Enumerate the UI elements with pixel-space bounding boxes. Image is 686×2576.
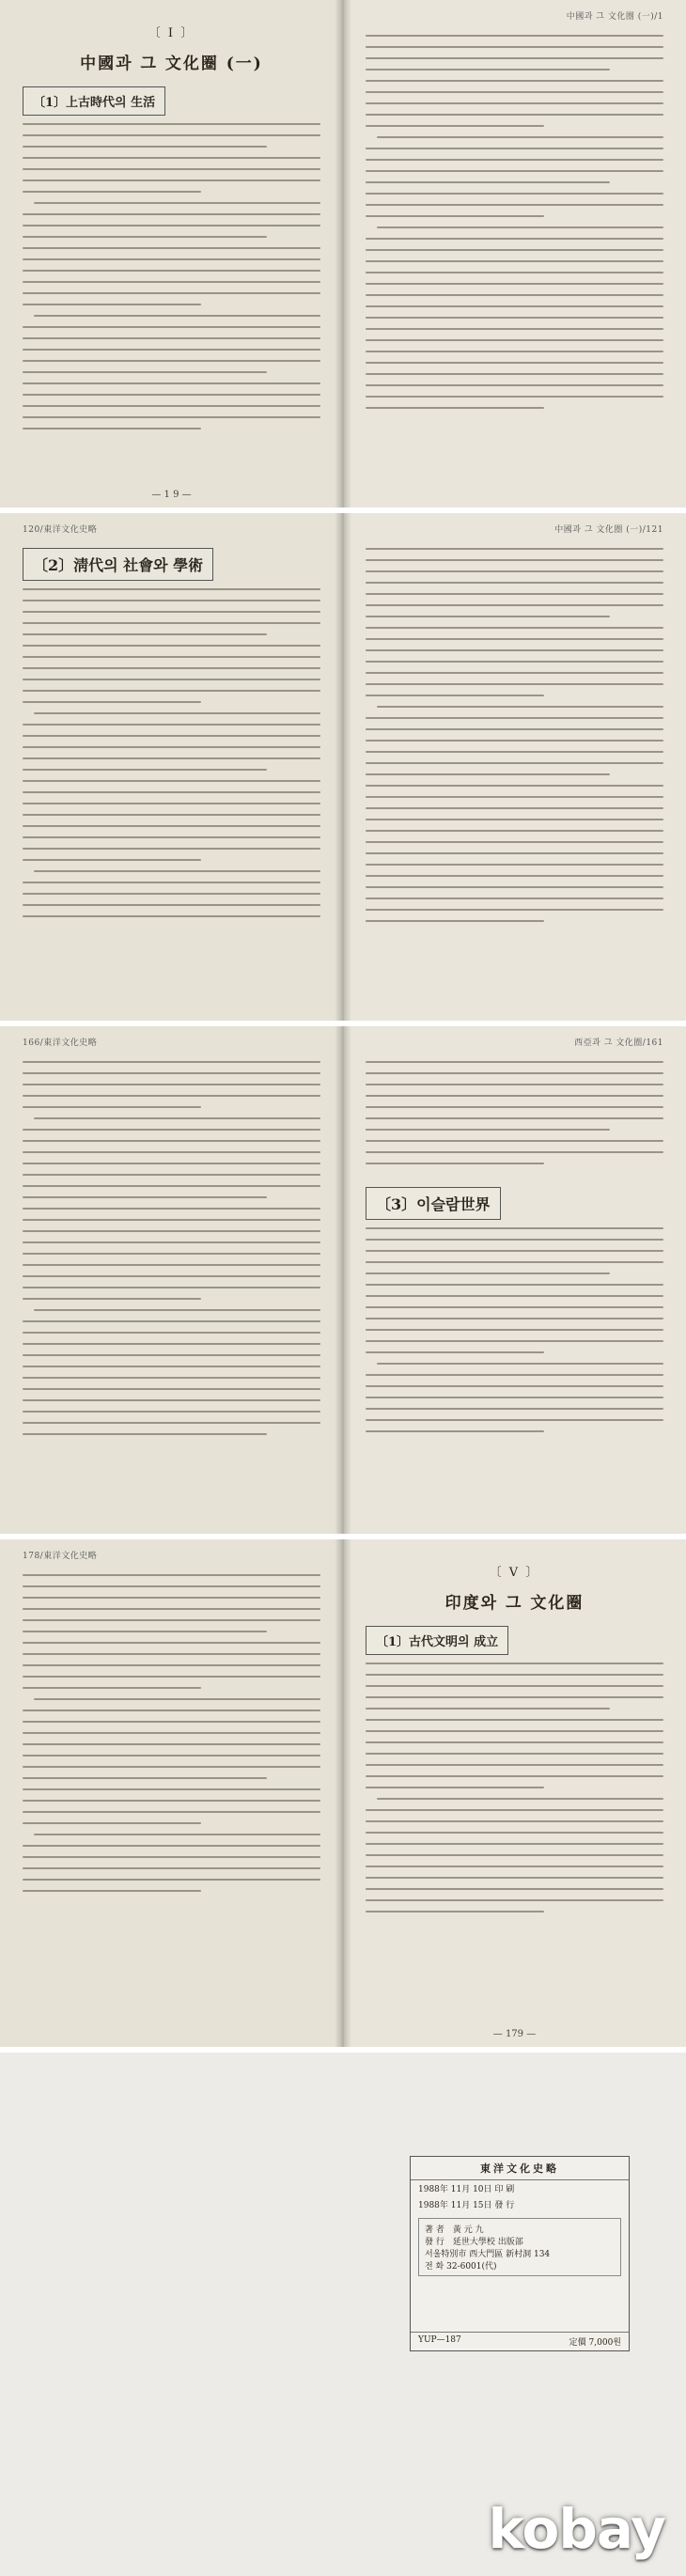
page-folio: — 1 9 — bbox=[151, 490, 192, 500]
author-label: 著 者 bbox=[425, 2225, 444, 2235]
body-text-lines bbox=[23, 1061, 320, 1435]
photo-strip-3 bbox=[0, 1026, 686, 1534]
book-page-right bbox=[343, 1539, 686, 2047]
book-page-left bbox=[0, 1539, 343, 2047]
kobay-watermark-logo: kobay bbox=[488, 2497, 665, 2561]
colophon-footer bbox=[411, 2332, 629, 2350]
book-page-left bbox=[0, 513, 343, 1021]
body-text-lines bbox=[23, 1574, 320, 1892]
chapter-number: 〔 V 〕 bbox=[489, 1566, 540, 1580]
book-gutter bbox=[335, 1539, 351, 2047]
section-heading: 〔3〕이슬람世界 bbox=[366, 1187, 501, 1220]
page-folio: — 179 — bbox=[492, 2029, 537, 2039]
book-gutter bbox=[335, 1026, 351, 1534]
author-name: 黃 元 九 bbox=[452, 2225, 484, 2235]
running-head: 120/東洋文化史略 bbox=[23, 525, 98, 535]
photo-strip-2 bbox=[0, 513, 686, 1021]
body-text-lines bbox=[23, 588, 320, 917]
publisher-name: 延世大學校 出版部 bbox=[452, 2238, 523, 2247]
body-text-lines bbox=[366, 1663, 663, 1912]
book-page-right bbox=[343, 0, 686, 507]
running-head: 166/東洋文化史略 bbox=[23, 1038, 98, 1048]
publish-date: 1988年 11月 15日 發 行 bbox=[418, 2201, 515, 2210]
section-heading: 〔1〕古代文明의 成立 bbox=[366, 1626, 508, 1655]
body-text-lines bbox=[366, 548, 663, 922]
running-head: 中國과 그 文化圈 (一)/1 bbox=[566, 12, 663, 22]
body-text-lines bbox=[23, 123, 320, 429]
book-code: YUP—187 bbox=[418, 2335, 461, 2345]
photo-strip-5 bbox=[0, 2053, 686, 2576]
book-price: 定價 7,000원 bbox=[569, 2338, 621, 2348]
publisher-label: 發 行 bbox=[425, 2238, 444, 2247]
book-page-right bbox=[343, 513, 686, 1021]
book-gutter bbox=[335, 513, 351, 1021]
chapter-title: 中國과 그 文化圈 (一) bbox=[80, 55, 263, 73]
photo-strip-4 bbox=[0, 1539, 686, 2047]
body-text-lines bbox=[366, 1061, 663, 1164]
colophon-box bbox=[410, 2156, 630, 2351]
running-head: 178/東洋文化史略 bbox=[23, 1552, 98, 1561]
publisher-address: 서울特別市 西大門區 新村洞 134 bbox=[425, 2250, 551, 2259]
body-text-lines bbox=[366, 1227, 663, 1432]
book-page-right bbox=[343, 1026, 686, 1534]
running-head: 西亞과 그 文化圈/161 bbox=[574, 1038, 663, 1048]
print-date: 1988年 11月 10日 印 刷 bbox=[418, 2185, 515, 2194]
running-head: 中國과 그 文化圈 (一)/121 bbox=[554, 525, 663, 535]
section-heading: 〔2〕淸代의 社會와 學術 bbox=[23, 548, 213, 581]
colophon-title: 東洋文化史略 bbox=[411, 2157, 629, 2180]
chapter-title: 印度와 그 文化圈 bbox=[444, 1594, 585, 1613]
book-page-left bbox=[0, 0, 343, 507]
book-page-left bbox=[0, 1026, 343, 1534]
body-text-lines bbox=[366, 35, 663, 409]
publisher-phone: 전 화 32-6001(代) bbox=[425, 2262, 497, 2272]
book-gutter bbox=[335, 0, 351, 507]
photo-strip-1 bbox=[0, 0, 686, 507]
publisher-info bbox=[418, 2218, 621, 2276]
chapter-number: 〔 I 〕 bbox=[148, 26, 195, 40]
section-heading: 〔1〕上古時代의 生活 bbox=[23, 86, 165, 116]
